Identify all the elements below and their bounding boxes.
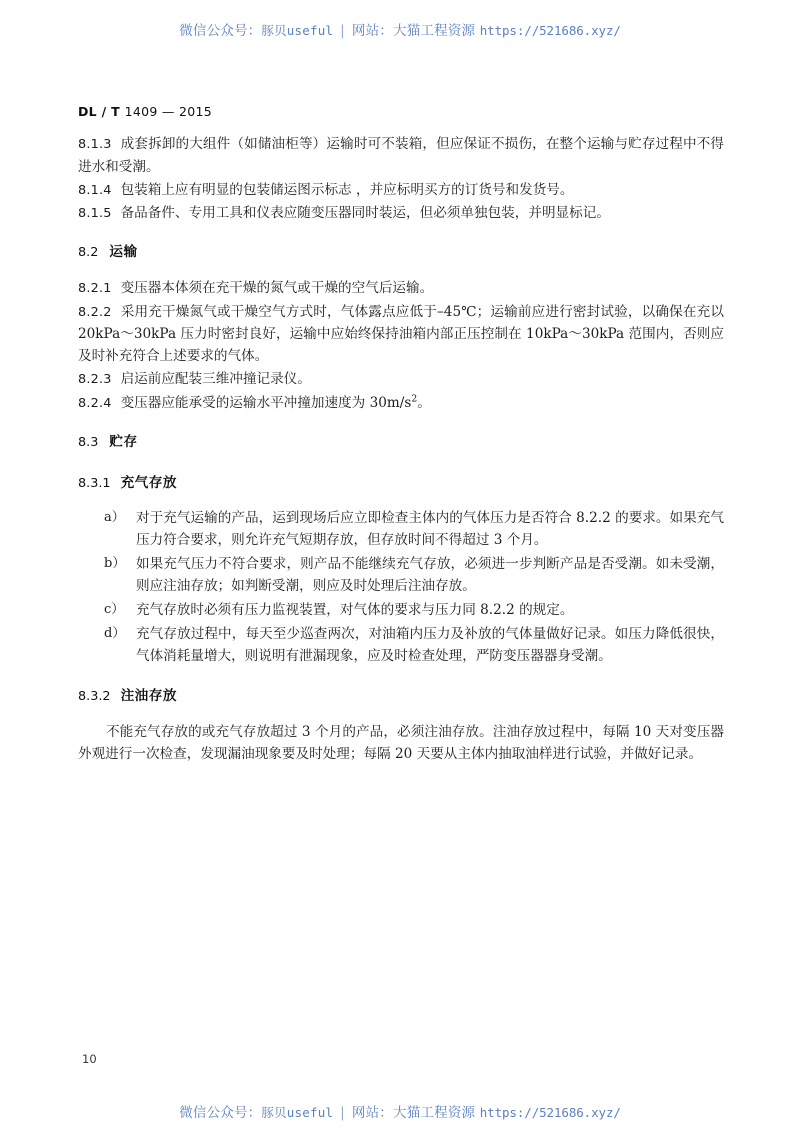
clause-text: 成套拆卸的大组件（如储油柜等）运输时可不装箱，但应保证不损伤，在整个运输与贮存过程中不得进水和受潮。 [78,136,724,175]
watermark-separator: | [340,23,345,39]
watermark-wechat-name: 豚贝useful [261,1105,334,1120]
subsection-number: 8.3.1 [78,475,111,491]
standard-number-value: 1409 — 2015 [124,104,212,119]
clause-8-1-3 [78,133,724,178]
clause-number: 8.1.5 [78,206,112,222]
clause-8-1-4 [78,179,724,202]
clause-superscript: 2 [411,393,418,405]
subsection-heading-8-3-1 [78,473,724,495]
clause-number: 8.1.3 [78,137,112,152]
watermark-separator: | [340,1105,345,1121]
watermark-wechat-name: 豚贝useful [261,23,334,38]
clause-8-2-3 [78,368,724,391]
list-marker: c） [104,602,125,618]
list-item-text: 充气存放过程中，每天至少巡查两次，对油箱内压力及补放的气体量做好记录。如压力降低很快，气体消耗量增大，则说明有泄漏现象，应及时检查处理，严防变压器器身受潮。 [136,626,724,665]
clause-text: 采用充干燥氮气或干燥空气方式时，气体露点应低于–45℃；运输前应进行密封试验，以确保在充以 20kPa～30kPa 压力时密封良好，运输中应始终保持油箱内部正压控制在 10kPa～30kPa 范围内，否则应及时补充符合上述要求的气体。 [78,303,724,365]
subsection-title: 充气存放 [120,474,177,491]
watermark-site-label: 网站： [351,1105,394,1121]
watermark-site-label: 网站： [351,23,394,39]
document-content [78,104,724,765]
list-marker: d） [104,626,126,642]
section-title: 运输 [109,244,138,261]
clause-text: 备品备件、专用工具和仪表应随变压器同时装运，但必须单独包装，并明显标记。 [120,205,610,222]
clause-text: 包装箱上应有明显的包装储运图示标志 ，并应标明买方的订货号和发货号。 [120,181,574,198]
watermark-wechat-label: 微信公众号： [179,23,262,39]
list-marker: a） [104,510,125,526]
section-number: 8.3 [78,434,99,450]
list-item-text: 充气存放时必须有压力监视装置，对气体的要求与压力同 8.2.2 的规定。 [136,602,574,619]
section-heading-8-2 [78,242,724,264]
subsection-heading-8-3-2 [78,686,724,708]
watermark-site-name: 大猫工程资源 [393,23,476,39]
clause-text-after: 。 [417,395,431,412]
list-item-text: 如果充气压力不符合要求，则产品不能继续充气存放，必须进一步判断产品是否受潮。如未受潮，则应注油存放；如判断受潮，则应及时处理后注油存放。 [136,556,724,595]
watermark-url: https://521686.xyz/ [479,23,621,38]
clause-number: 8.2.1 [78,280,112,296]
section-heading-8-3 [78,432,724,454]
paragraph-8-3-2: 不能充气存放的或充气存放超过 3 个月的产品，必须注油存放。注油存放过程中，每隔 10 天对变压器外观进行一次检查，发现漏油现象要及时处理；每隔 20 天要从主体内抽取油样进行试验，并做好记录。 [78,724,724,763]
watermark-wechat-label: 微信公众号： [179,1105,262,1121]
clause-text-before: 变压器应能承受的运输水平冲撞加速度为 30m/s [120,395,412,412]
list-item-text: 对于充气运输的产品，运到现场后应立即检查主体内的气体压力是否符合 8.2.2 的要求。如果充气压力符合要求，则允许充气短期存放，但存放时间不得超过 3 个月。 [136,510,724,549]
standard-number [78,104,724,119]
watermark-url: https://521686.xyz/ [479,1105,621,1120]
clause-number: 8.2.3 [78,372,112,388]
clause-number: 8.1.4 [78,182,112,198]
list-item [78,507,724,551]
watermark-site-name: 大猫工程资源 [393,1105,476,1121]
subsection-number: 8.3.2 [78,689,111,705]
section-number: 8.2 [78,245,99,261]
clause-8-2-2 [78,301,724,368]
clause-text: 变压器本体须在充干燥的氮气或干燥的空气后运输。 [120,279,434,296]
list-item [78,553,724,597]
lettered-list-8-3-1 [78,507,724,667]
list-item [78,623,724,667]
clause-number: 8.2.2 [78,304,112,320]
clause-8-1-5 [78,202,724,225]
standard-prefix: DL / T [78,104,120,119]
clause-8-2-4 [78,392,724,415]
page-number: 10 [82,1052,97,1066]
watermark-footer [0,1101,800,1121]
section-title: 贮存 [109,433,138,450]
list-marker: b） [104,556,126,572]
subsection-title: 注油存放 [120,688,177,705]
clause-text: 启运前应配装三维冲撞记录仪。 [120,371,311,388]
watermark-header [0,19,800,39]
list-item [78,599,724,621]
clause-8-2-1 [78,277,724,300]
clause-number: 8.2.4 [78,396,112,412]
